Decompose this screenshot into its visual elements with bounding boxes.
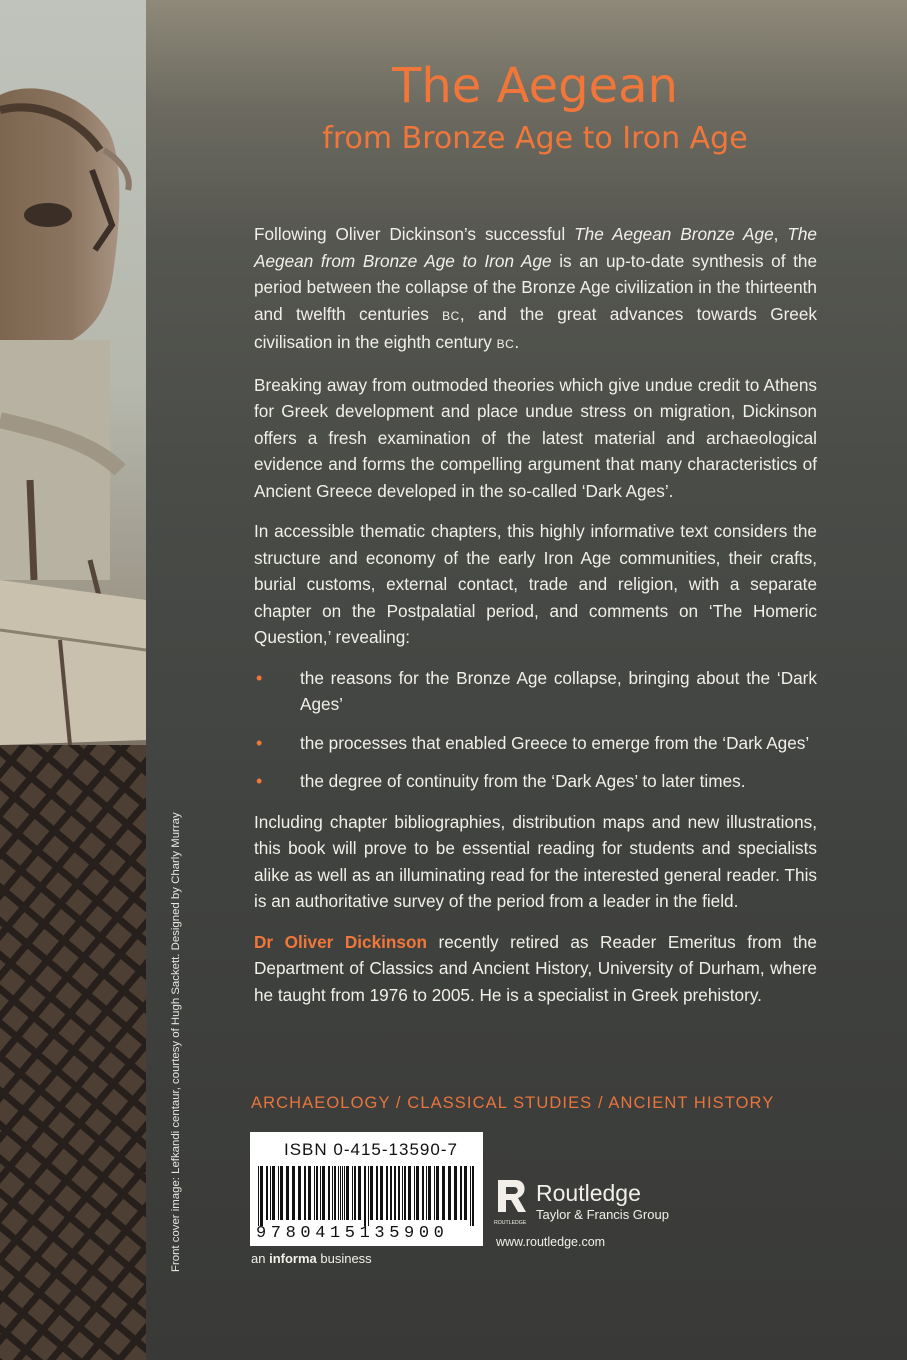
blurb-paragraph-3: In accessible thematic chapters, this highly informative text considers the structure and economy of the early Iron Age communities, their crafts, burial customs, external contact, trade and religion, with a separate chapter on the Postpalatial period, and comments on ‘The Homeric Question,’ revealing: [254, 521, 817, 647]
barcode-bar [338, 1166, 339, 1220]
book-reference: The Aegean Bronze Age [574, 224, 774, 244]
barcode-bar [258, 1166, 259, 1226]
barcode-bar [398, 1166, 400, 1220]
barcode-bar [292, 1166, 295, 1220]
bullet-text: the processes that enabled Greece to emerge from the ‘Dark Ages’ [300, 732, 810, 753]
blurb-paragraph-4: Including chapter bibliographies, distribution maps and new illustrations, this book will prove to be essential reading for students and specialists alike as well as an illuminating read for the interested general reader. This is an authoritative survey of the period from a leader in the field. [254, 811, 817, 911]
barcode-bar [434, 1166, 435, 1220]
routledge-logo-icon [492, 1178, 530, 1228]
text-span: business [316, 1251, 372, 1266]
bullet-item [254, 768, 817, 795]
barcode-bar [448, 1166, 451, 1220]
barcode-bar [394, 1166, 396, 1220]
barcode-bar [464, 1166, 467, 1220]
barcode-bar [334, 1166, 336, 1220]
barcode-bar [436, 1166, 439, 1220]
logo-wordmark: ROUTLEDGE [494, 1220, 527, 1226]
publisher-name: Routledge [536, 1180, 641, 1206]
barcode-bar [358, 1166, 361, 1220]
bullet-list [254, 665, 817, 795]
barcode-bar [316, 1166, 318, 1220]
informa-brand: informa [269, 1251, 317, 1266]
title-main: The Aegean [392, 58, 678, 114]
barcode-bar [354, 1166, 356, 1220]
barcode-bar [364, 1166, 366, 1226]
barcode-bar [380, 1166, 383, 1220]
barcode-bar [314, 1166, 315, 1220]
barcode-bar [298, 1166, 301, 1220]
barcode-bar [286, 1166, 289, 1220]
barcode-bar [368, 1166, 369, 1226]
bullet-text: the degree of continuity from the ‘Dark Ages’ to later times. [300, 771, 746, 791]
author-bio-text: recently retired as Reader Emeritus from the Department of Classics and Ancient History, University of Durham, where he taught from 1976 to 2005. He is a specialist in Greek prehistory. [254, 931, 817, 1005]
barcode-bar [260, 1166, 263, 1226]
barcode-bar [426, 1166, 427, 1220]
bullet-item [254, 730, 817, 757]
barcode-bar [266, 1166, 268, 1220]
barcode-bar [416, 1166, 419, 1220]
barcode-bar [320, 1166, 321, 1220]
barcode-bar [402, 1166, 403, 1220]
bullet-icon: • [256, 667, 263, 688]
text-span: Following Oliver Dickinson’s successful [254, 224, 575, 244]
blurb-paragraph-1 [254, 221, 817, 358]
author-name: Dr Oliver Dickinson [254, 931, 427, 952]
barcode-bars [256, 1166, 478, 1226]
bullet-icon: • [256, 771, 263, 791]
statue-illustration [0, 0, 146, 1360]
publisher-website[interactable]: www.routledge.com [496, 1235, 606, 1249]
bullet-item [254, 665, 817, 718]
text-span: , and the great advances towards Greek civilisation in the eighth century [254, 303, 818, 352]
barcode-bar [470, 1166, 471, 1226]
publisher-group: Taylor & Francis Group [536, 1207, 669, 1222]
subject-categories: ARCHAEOLOGY / CLASSICAL STUDIES / ANCIENT HISTORY [251, 1094, 775, 1112]
bullet-text: the reasons for the Bronze Age collapse, bringing about the ‘Dark Ages’ [300, 667, 817, 714]
text-span: an [251, 1251, 270, 1266]
title-subtitle: from Bronze Age to Iron Age [322, 121, 748, 156]
barcode-bar [454, 1166, 457, 1220]
publisher [536, 1179, 669, 1223]
bullet-icon: • [256, 732, 263, 753]
barcode-bar [390, 1166, 392, 1220]
barcode-bar [340, 1166, 341, 1220]
barcode-bar [376, 1166, 378, 1220]
barcode-bar [414, 1166, 415, 1220]
barcode-bar [270, 1166, 271, 1220]
book-title [250, 58, 820, 156]
photo-credit: Front cover image: Lefkandi centaur, courtesy of Hugh Sackett. Designed by Charly Murray [170, 812, 182, 1272]
barcode-bar [272, 1166, 275, 1220]
barcode-bar [328, 1166, 330, 1220]
isbn-text: ISBN 0-415-13590-7 [284, 1140, 458, 1159]
barcode-bar [404, 1166, 406, 1220]
era-abbrev: BC [496, 337, 515, 351]
barcode-bar [278, 1166, 279, 1220]
barcode-bar [442, 1166, 445, 1220]
blurb [254, 221, 817, 1022]
barcode-bar [370, 1166, 373, 1220]
era-abbrev: BC [442, 308, 460, 323]
barcode-box [250, 1132, 483, 1246]
cover-photo [0, 0, 146, 1360]
barcode-bar [280, 1166, 283, 1220]
text-span: , [773, 224, 788, 244]
barcode-bar [460, 1166, 462, 1220]
ean-digits: 9780415135900 [256, 1224, 449, 1243]
barcode-bar [422, 1166, 424, 1220]
barcode-bar [408, 1166, 411, 1220]
barcode-bar [352, 1166, 353, 1220]
barcode-bar [428, 1166, 431, 1220]
barcode-bar [344, 1166, 345, 1220]
text-span: is an up-to-date synthesis of the period between the collapse of the Bronze Age civilization in the thirteenth and twelfth centuries [254, 250, 817, 324]
barcode-bar [346, 1166, 349, 1220]
book-reference: The Aegean from Bronze Age to Iron Age [254, 224, 817, 271]
barcode-bar [472, 1166, 474, 1226]
barcode-bar [322, 1166, 325, 1220]
barcode-bar [308, 1166, 311, 1220]
informa-tagline [251, 1251, 372, 1266]
barcode-bar [332, 1166, 333, 1220]
text-span: . [514, 332, 520, 352]
barcode-bar [304, 1166, 306, 1220]
blurb-paragraph-2: Breaking away from outmoded theories which give undue credit to Athens for Greek development and place undue stress on migration, Dickinson offers a fresh examination of the latest material and archaeological evidence and forms the compelling argument that many characteristics of Ancient Greece developed in the so-called ‘Dark Ages’. [254, 374, 817, 501]
author-bio [254, 929, 817, 1009]
barcode-bar [342, 1166, 343, 1220]
barcode-bar [386, 1166, 388, 1220]
